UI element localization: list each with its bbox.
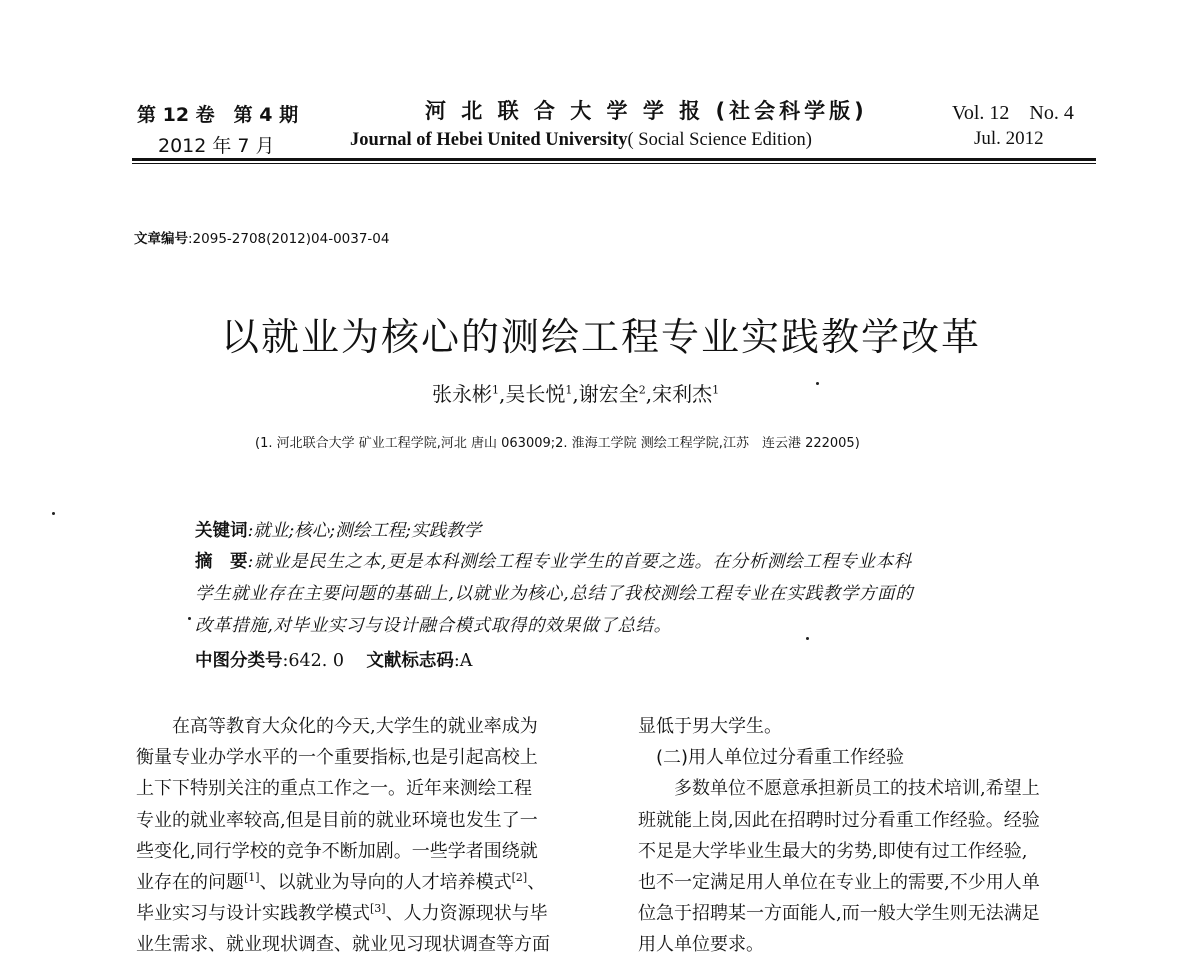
abstract-line: 改革措施,对毕业实习与设计融合模式取得的效果做了总结。 xyxy=(195,616,672,636)
abstract-text: :就业是民生之本,更是本科测绘工程专业学生的首要之选。在分析测绘工程专业本科 xyxy=(247,552,912,572)
body-line: 在高等教育大众化的今天,大学生的就业率成为 xyxy=(136,716,538,737)
citation-ref: [1] xyxy=(244,871,260,884)
journal-title-cn: 河 北 联 合 大 学 学 报 (社会科学版) xyxy=(425,99,868,123)
affiliations: (1. 河北联合大学 矿业工程学院,河北 唐山 063009;2. 淮海工学院 测绘工程学院,江苏 连云港 222005) xyxy=(255,436,860,451)
doc-code-label: 文献标志码 xyxy=(366,651,454,671)
journal-title-en-edition: ( Social Science Edition) xyxy=(627,130,812,150)
journal-title-en-main: Journal of Hebei United University xyxy=(350,130,628,150)
body-line: 也不一定满足用人单位在专业上的需要,不少用人单 xyxy=(638,872,1040,893)
article-number-label: 文章编号 xyxy=(134,231,188,247)
body-line: 显低于男大学生。 xyxy=(638,716,782,737)
header-rule-thin xyxy=(132,163,1096,164)
body-line: 些变化,同行学校的竞争不断加剧。一些学者围绕就 xyxy=(136,841,538,862)
body-line: 用人单位要求。 xyxy=(638,934,764,955)
date-cn: 2012 年 7 月 xyxy=(158,135,275,157)
volume-issue-cn: 第 12 卷 第 4 期 xyxy=(137,104,299,126)
article-title: 以就业为核心的测绘工程专业实践教学改革 xyxy=(221,315,982,359)
volume-issue-en: Vol. 12 No. 4 xyxy=(952,102,1074,124)
author-sep: , xyxy=(499,382,506,406)
body-line: 多数单位不愿意承担新员工的技术培训,希望上 xyxy=(638,778,1040,799)
body-line: 不足是大学毕业生最大的劣势,即使有过工作经验, xyxy=(638,841,1028,862)
journal-title-en xyxy=(350,130,812,151)
author-affil-mark: 1 xyxy=(492,383,499,397)
author-affil-mark: 1 xyxy=(565,383,573,397)
keywords xyxy=(195,517,481,542)
clc-label: 中图分类号 xyxy=(195,651,283,671)
scan-speck xyxy=(806,637,809,640)
body-line: 班就能上岗,因此在招聘时过分看重工作经验。经验 xyxy=(638,810,1040,831)
clc-value: :642. 0 xyxy=(282,651,345,671)
body-text: 、以就业为导向的人才培养模式 xyxy=(259,872,512,893)
scan-speck xyxy=(188,617,191,620)
abstract-line: 学生就业存在主要问题的基础上,以就业为核心,总结了我校测绘工程专业在实践教学方面的 xyxy=(195,584,914,604)
body-line: 位急于招聘某一方面能人,而一般大学生则无法满足 xyxy=(638,903,1040,924)
keywords-label: 关键词 xyxy=(195,521,248,541)
date-en: Jul. 2012 xyxy=(974,128,1044,149)
body-line xyxy=(136,899,548,925)
doc-code-value: :A xyxy=(453,651,473,671)
abstract-line xyxy=(195,548,912,573)
body-line: 专业的就业率较高,但是目前的就业环境也发生了一 xyxy=(136,810,538,831)
author-list xyxy=(432,378,719,407)
body-line: 衡量专业办学水平的一个重要指标,也是引起高校上 xyxy=(136,747,538,768)
body-text: 业存在的问题 xyxy=(136,872,244,893)
body-text: 、人力资源现状与毕 xyxy=(385,903,548,924)
body-line: 业生需求、就业现状调查、就业见习现状调查等方面 xyxy=(136,934,550,955)
article-number xyxy=(134,227,389,247)
body-text: 、 xyxy=(527,872,546,893)
section-heading: (二)用人单位过分看重工作经验 xyxy=(638,747,905,768)
scan-speck xyxy=(816,382,819,385)
author-name: 张永彬 xyxy=(432,382,492,406)
author-name: 谢宏全 xyxy=(578,382,639,406)
keywords-value: :就业;核心;测绘工程;实践教学 xyxy=(247,521,482,541)
author-affil-mark: 1 xyxy=(712,383,720,397)
body-text: 毕业实习与设计实践教学模式 xyxy=(136,903,370,924)
classification xyxy=(195,647,472,672)
author-name: 吴长悦 xyxy=(505,382,566,406)
body-line xyxy=(136,868,545,894)
citation-ref: [3] xyxy=(370,902,386,915)
author-sep: , xyxy=(645,382,653,406)
article-number-value: :2095-2708(2012)04-0037-04 xyxy=(188,231,390,247)
author-affil-mark: 2 xyxy=(638,383,646,397)
body-line: 上下下特别关注的重点工作之一。近年来测绘工程 xyxy=(136,778,532,799)
author-sep: , xyxy=(572,382,579,406)
author-name: 宋利杰 xyxy=(652,382,713,406)
citation-ref: [2] xyxy=(511,871,528,884)
header-rule-thick xyxy=(132,158,1096,161)
abstract-label: 摘 要 xyxy=(195,552,248,572)
scan-speck xyxy=(52,512,55,515)
